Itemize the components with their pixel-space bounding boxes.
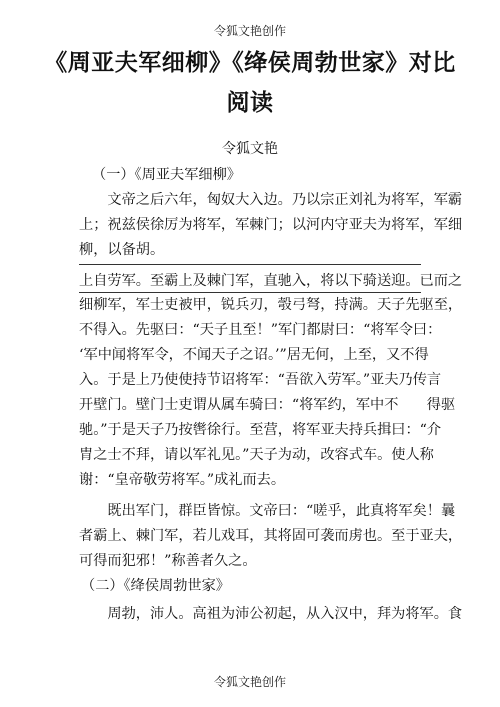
author-name: 令狐文艳	[222, 141, 278, 157]
text-line: 谢：“皇帝敬劳将军。”成礼而去。	[79, 472, 286, 488]
text-line: 文帝之后六年，匈奴大入边。乃以宗正刘礼为将军，军霸	[79, 192, 463, 208]
text-line: 驰。”于是天子乃按辔徐行。至营，将军亚夫持兵揖曰：“介	[79, 422, 442, 438]
text-line: 上；祝兹侯徐厉为将军，军棘门；以河内守亚夫为将军，军细	[79, 217, 463, 233]
section-heading-1: （一）《周亚夫军细柳》	[92, 167, 241, 183]
divider-line	[79, 264, 421, 265]
page-header: 令狐文艳创作	[213, 24, 286, 38]
text-line: 开壁门。壁门士吏谓从属车骑曰：“将军约，军中不 得驱	[79, 397, 456, 413]
text-line: 胄之士不拜，请以军礼见。”天子为动，改容式车。使人称	[79, 447, 434, 463]
text-line: 者霸上、棘门军，若儿戏耳，其将固可袭而虏也。至于亚夫，	[79, 528, 463, 544]
text-line: 柳，以备胡。	[79, 242, 165, 258]
text-line: 细柳军，军士吏被甲，锐兵刃，彀弓弩，持满。天子先驱至，	[79, 297, 463, 313]
text-line: 既出军门，群臣皆惊。文帝曰：“嗟乎，此真将军矣！曩	[79, 503, 456, 519]
text-line: 可得而犯邪！”称善者久之。	[79, 553, 257, 569]
document-title-line-2: 阅读	[226, 89, 274, 116]
text-line: 不得入。先驱曰：“天子且至！”军门都尉曰：“将军令曰：	[79, 322, 442, 338]
divider-line	[79, 292, 421, 293]
text-line: ‘军中闻将军令，不闻天子之诏。’”居无何，上至，又不得	[79, 347, 429, 363]
page-footer: 令狐文艳创作	[213, 675, 286, 689]
text-line: 上自劳军。至霸上及棘门军，直驰入，将以下骑送迎。已而之	[79, 273, 463, 289]
text-line: 入。于是上乃使使持节诏将军：“吾欲入劳军。”亚夫乃传言	[79, 372, 442, 388]
document-title-line-1: 《周亚夫军细柳》《绛侯周勃世家》对比	[44, 49, 456, 76]
section-heading-2: （二）《绛侯周勃世家》	[81, 578, 230, 594]
text-line: 周勃，沛人。高祖为沛公初起，从入汉中，拜为将军。食	[79, 606, 463, 622]
